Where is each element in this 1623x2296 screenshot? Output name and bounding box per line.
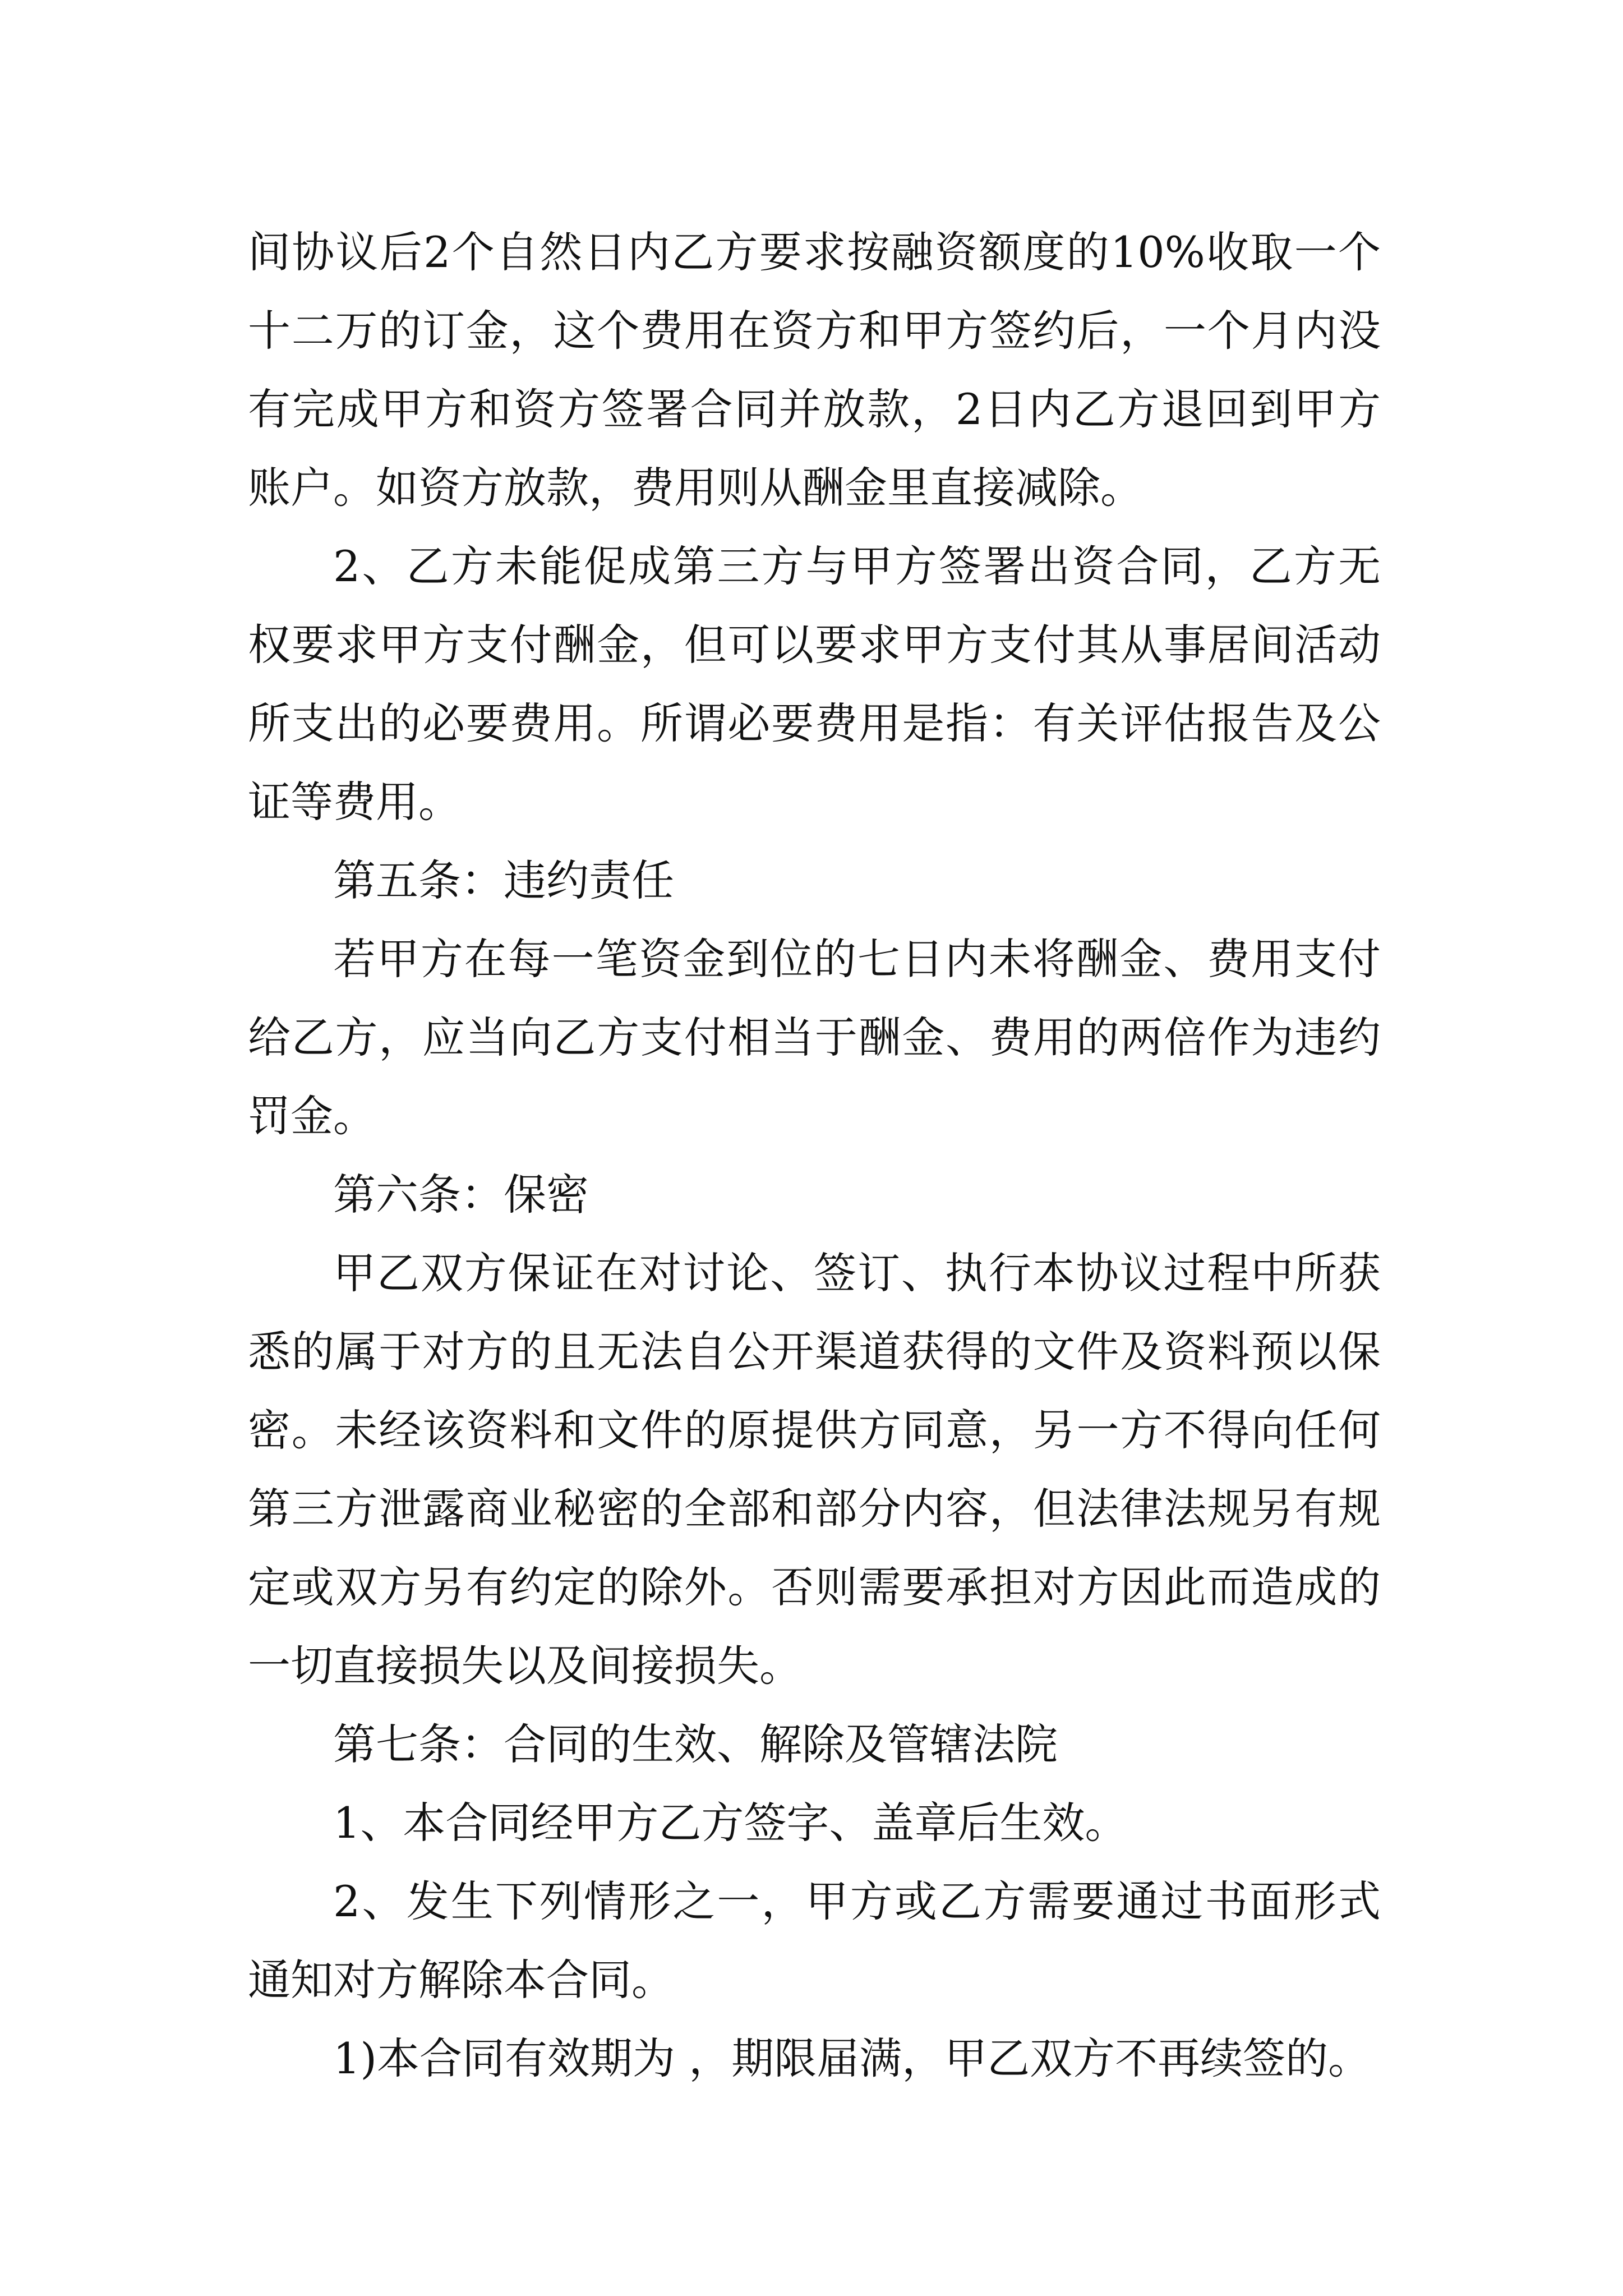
paragraph-termination-conditions: 2、发生下列情形之一，甲方或乙方需要通过书面形式通知对方解除本合同。 [248,1876,1381,2005]
document-body [248,213,1381,2098]
paragraph-breach-penalty: 若甲方在每一笔资金到位的七日内未将酬金、费用支付给乙方，应当向乙方支付相当于酬金、费用的两倍作为违约罚金。 [248,934,1381,1141]
heading-article-7-effectiveness: 第七条：合同的生效、解除及管辖法院 [333,1719,1058,1769]
paragraph-deposit-terms: 间协议后2个自然日内乙方要求按融资额度的10%收取一个十二万的订金，这个费用在资方和甲方签约后，一个月内没有完成甲方和资方签署合同并放款，2日内乙方退回到甲方账户。如资方放款，费用则从酬金里直接减除。 [248,227,1381,513]
paragraph-term-expiry: 1)本合同有效期为 ，期限届满，甲乙双方不再续签的。 [333,2033,1371,2083]
paragraph-contract-effective: 1、本合同经甲方乙方签字、盖章后生效。 [333,1798,1128,1848]
heading-article-5-breach: 第五条：违约责任 [333,855,674,905]
paragraph-confidentiality: 甲乙双方保证在对讨论、签订、执行本协议过程中所获悉的属于对方的且无法自公开渠道获得的文件及资料预以保密。未经该资料和文件的原提供方同意，另一方不得向任何第三方泄露商业秘密的全部和部分内容，但法律法规另有规定或双方另有约定的除外。否则需要承担对方因此而造成的一切直接损失以及间接损失。 [248,1248,1381,1691]
paragraph-necessary-expenses: 2、乙方未能促成第三方与甲方签署出资合同，乙方无权要求甲方支付酬金，但可以要求甲方支付其从事居间活动所支出的必要费用。所谓必要费用是指：有关评估报告及公证等费用。 [248,541,1381,827]
heading-article-6-confidentiality: 第六条：保密 [333,1170,589,1220]
